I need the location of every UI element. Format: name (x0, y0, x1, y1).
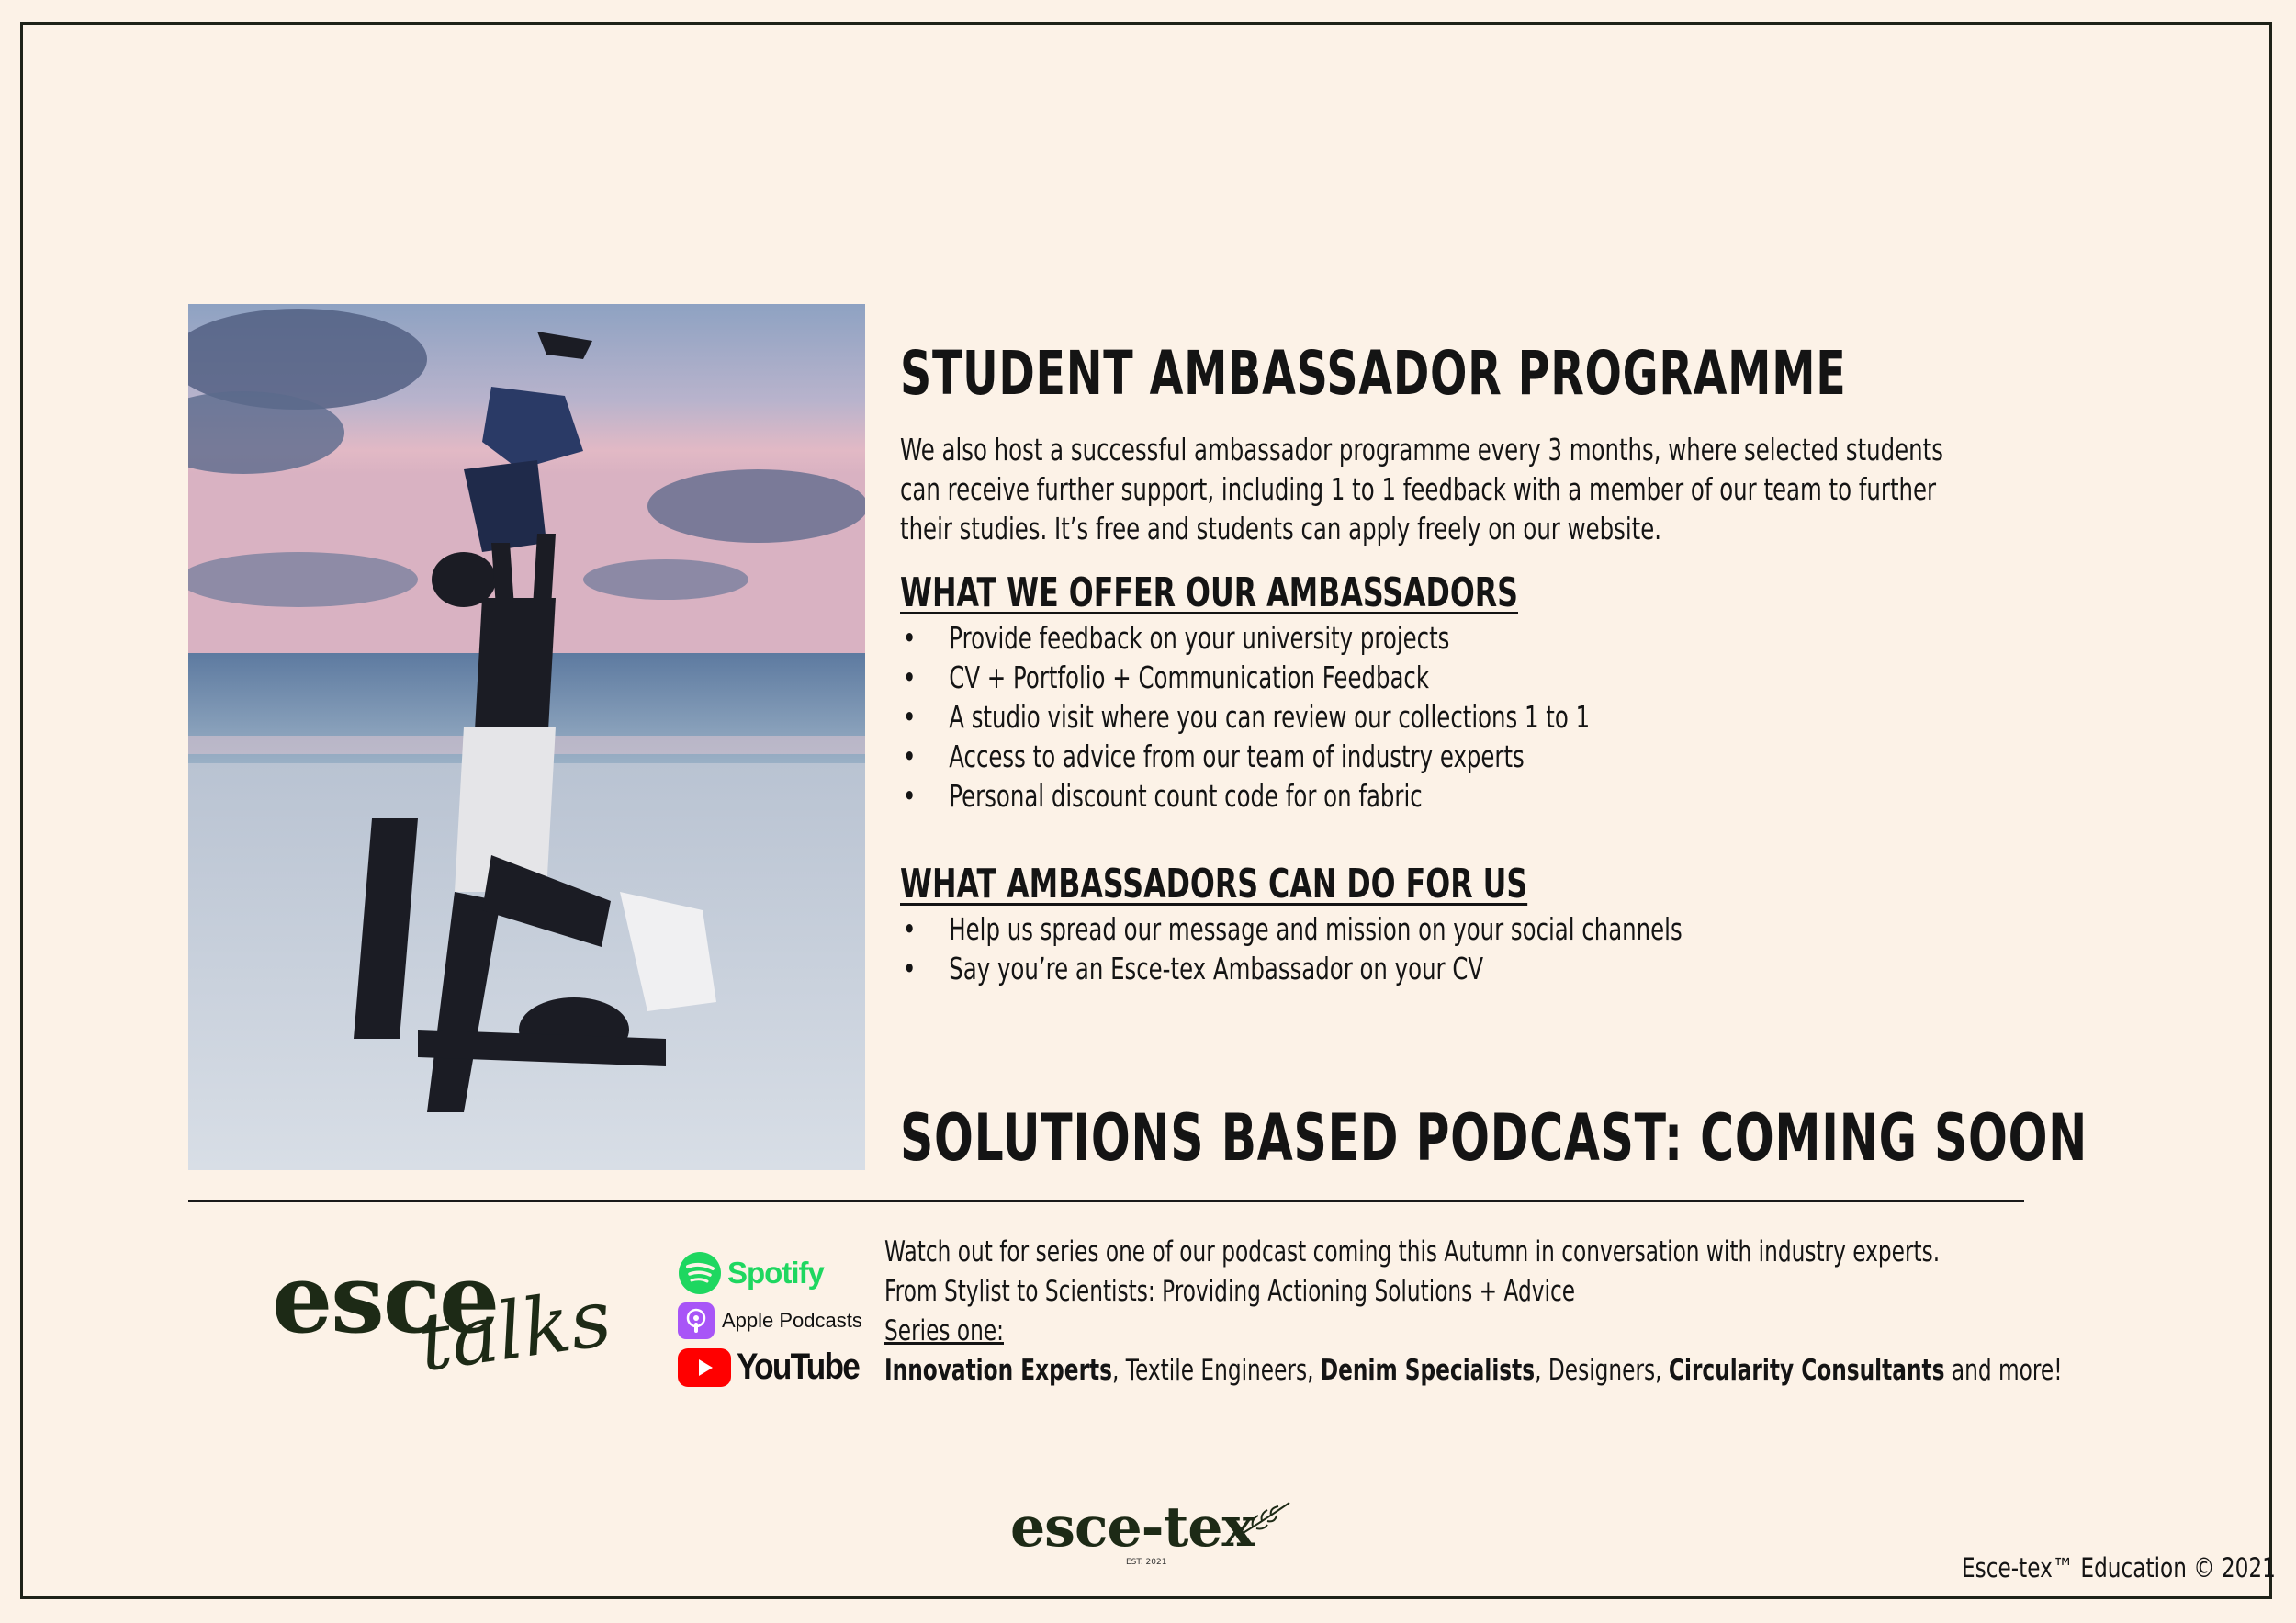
bullet-icon: • (902, 911, 917, 947)
page-title: STUDENT AMBASSADOR PROGRAMME (900, 338, 1847, 409)
youtube-link[interactable] (678, 1347, 875, 1388)
intro-line: can receive further support, including 1 to 1 feedback with a member of our team to further (900, 471, 1937, 507)
apple-podcasts-label: Apple Podcasts (722, 1309, 862, 1332)
esce-talks-logo (266, 1242, 634, 1416)
offer-list (900, 618, 1590, 816)
bullet-icon: • (902, 699, 917, 735)
spotify-icon (678, 1251, 722, 1295)
established-label: EST. 2021 (1126, 1558, 1167, 1567)
offer-heading: WHAT WE OFFER OUR AMBASSADORS (900, 569, 1519, 616)
spotify-link[interactable] (678, 1251, 824, 1295)
intro-line: We also host a successful ambassador programme every 3 months, where selected students (900, 432, 1943, 468)
guest-list (884, 1351, 2063, 1391)
guest-text: , Designers, (1535, 1354, 1669, 1387)
list-item: • Access to advice from our team of industry experts (902, 738, 1525, 774)
bullet-icon: • (902, 778, 917, 814)
guest-text: and more! (1944, 1354, 2063, 1387)
guest-text: , Textile Engineers, (1111, 1354, 1321, 1387)
esce-tex-logo (1010, 1495, 1286, 1569)
copyright: Esce-tex™ Education © 2021 (1962, 1552, 2276, 1584)
list-item: • Provide feedback on your university projects (902, 620, 1450, 656)
logo-word-talks: talks (413, 1271, 617, 1391)
youtube-icon (678, 1348, 731, 1387)
apple-podcasts-link[interactable] (678, 1302, 862, 1339)
list-item: • CV + Portfolio + Communication Feedback (902, 659, 1429, 695)
intro-paragraph (900, 430, 1943, 548)
ambassadors-do-list (900, 909, 1683, 988)
podcast-line: Watch out for series one of our podcast coming this Autumn in conversation with industry experts. (884, 1235, 1941, 1268)
podcast-line: From Stylist to Scientists: Providing Actioning Solutions + Advice (884, 1275, 1576, 1308)
divider (188, 1200, 2024, 1202)
youtube-label: YouTube (737, 1347, 860, 1387)
series-label: Series one: (884, 1314, 1004, 1347)
list-item: • Help us spread our message and mission on your social channels (902, 911, 1683, 947)
leaf-icon (1240, 1501, 1291, 1538)
logo-text: esce-tex (1010, 1495, 1255, 1560)
podcast-description (884, 1233, 2063, 1391)
logo-word-esce: esce (272, 1242, 499, 1355)
podcast-heading: SOLUTIONS BASED PODCAST: COMING SOON (900, 1100, 2088, 1176)
bullet-icon: • (902, 738, 917, 774)
guest-bold: Denim Specialists (1320, 1354, 1536, 1387)
list-item: • Say you’re an Esce-tex Ambassador on your CV (902, 951, 1484, 986)
guest-bold: Innovation Experts (884, 1354, 1112, 1387)
intro-line: their studies. It’s free and students can apply freely on our website. (900, 511, 1661, 547)
ambassadors-do-heading: WHAT AMBASSADORS CAN DO FOR US (900, 861, 1528, 907)
apple-podcasts-icon (678, 1302, 715, 1339)
list-item: • Personal discount count code for on fabric (902, 778, 1423, 814)
acrobatics-beach-photo (188, 304, 865, 1170)
spotify-label: Spotify (727, 1256, 824, 1290)
bullet-icon: • (902, 951, 917, 986)
bullet-icon: • (902, 620, 917, 656)
list-item: • A studio visit where you can review our collections 1 to 1 (902, 699, 1591, 735)
bullet-icon: • (902, 659, 917, 695)
guest-bold: Circularity Consultants (1668, 1354, 1945, 1387)
